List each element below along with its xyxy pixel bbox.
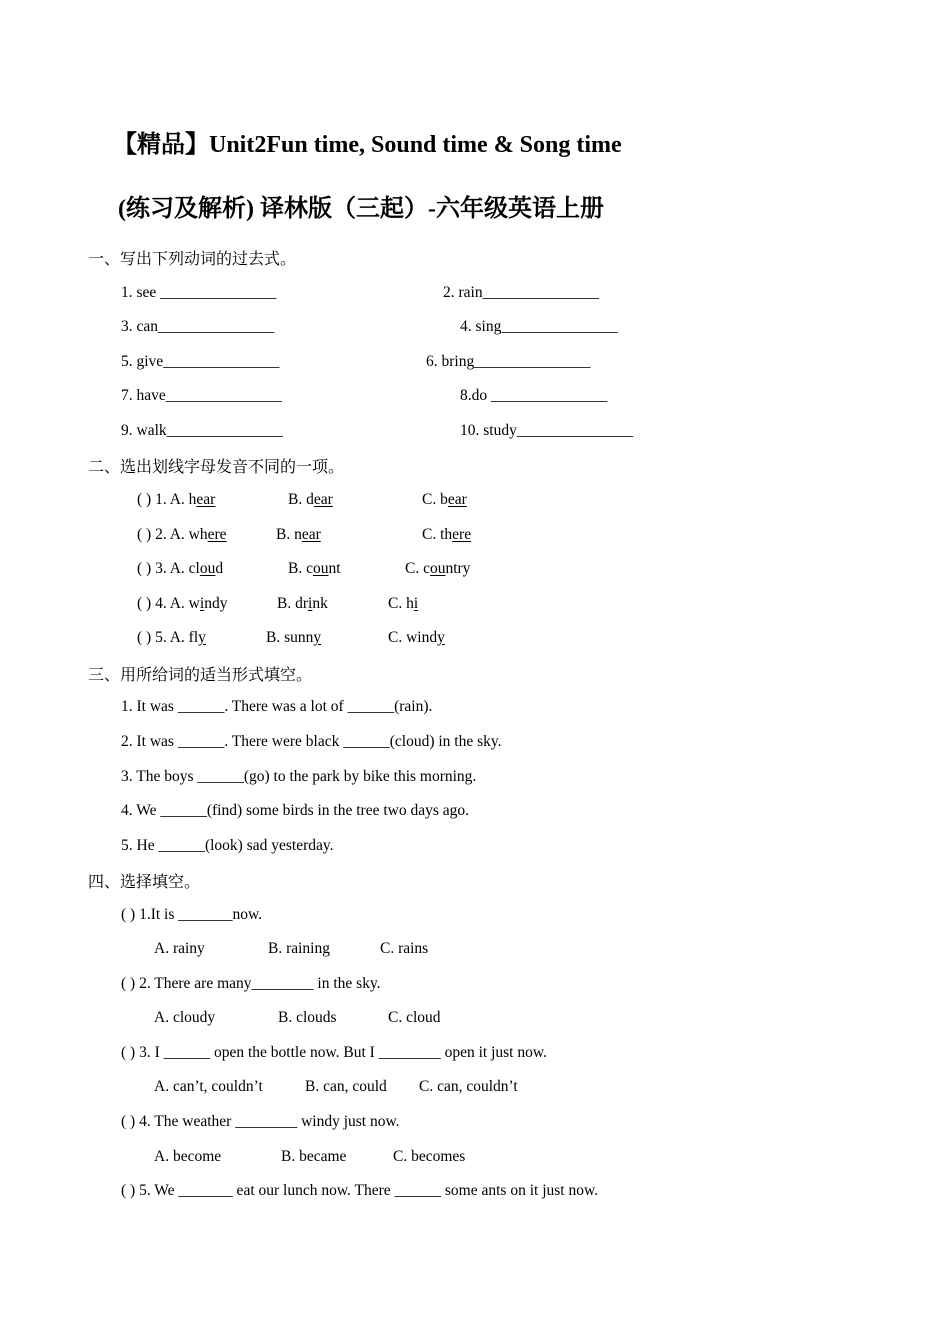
option-b xyxy=(288,490,333,510)
section-1-heading: 一、写出下列动词的过去式。 xyxy=(88,249,297,268)
underlined-letters: ere xyxy=(207,526,227,543)
question-prefix: ( ) 3. A. xyxy=(137,560,189,577)
choice-option-a: A. rainy xyxy=(154,940,205,957)
option-b xyxy=(288,559,341,579)
verb-item: 4. sing_______________ xyxy=(460,318,618,335)
choice-question-stem: ( ) 3. I ______ open the bottle now. But I ________ open it just now. xyxy=(121,1044,547,1061)
underlined-letters: ou xyxy=(429,560,446,577)
underlined-letters: y xyxy=(437,629,445,646)
choice-option-b: B. can, could xyxy=(305,1078,387,1095)
option-text: B. sunn xyxy=(266,629,314,646)
choice-option-b: B. became xyxy=(281,1148,347,1165)
choice-option-c: C. rains xyxy=(380,940,429,957)
underlined-letters: i xyxy=(199,595,205,612)
verb-item: 2. rain_______________ xyxy=(443,284,599,301)
section-2-heading: 二、选出划线字母发音不同的一项。 xyxy=(88,457,345,476)
verb-item: 10. study_______________ xyxy=(460,422,634,439)
option-c xyxy=(388,594,418,614)
underlined-letters: ou xyxy=(199,560,216,577)
option-text: w xyxy=(188,595,200,612)
choice-option-c: C. becomes xyxy=(393,1148,466,1165)
question-prefix: ( ) 2. A. xyxy=(137,526,189,543)
fill-blank-item: 1. It was ______. There was a lot of ______(rain). xyxy=(121,698,433,715)
option-text: ntry xyxy=(445,560,471,577)
option-text: B. dr xyxy=(277,595,308,612)
option-text: C. h xyxy=(388,595,414,612)
choice-option-b: B. raining xyxy=(268,940,330,957)
option-text: nt xyxy=(328,560,341,577)
option-text: h xyxy=(188,491,197,508)
underlined-letters: y xyxy=(198,629,206,646)
underlined-letters: i xyxy=(413,595,419,612)
option-c xyxy=(388,628,445,648)
choice-question-stem: ( ) 5. We _______ eat our lunch now. There ______ some ants on it just now. xyxy=(121,1182,599,1199)
question-prefix: ( ) 4. A. xyxy=(137,595,189,612)
option-text: C. b xyxy=(422,491,448,508)
option-text: B. n xyxy=(276,526,302,543)
option-text: B. c xyxy=(288,560,313,577)
document-title-line1: 【精品】Unit2Fun time, Sound time & Song time xyxy=(113,132,622,158)
underlined-letters: ear xyxy=(313,491,333,508)
option-text: C. c xyxy=(405,560,430,577)
option-text: C. th xyxy=(422,526,453,543)
choice-question-stem: ( ) 1.It is _______now. xyxy=(121,906,263,923)
underlined-letters: ear xyxy=(447,491,467,508)
verb-item: 5. give_______________ xyxy=(121,353,280,370)
document-title-line2: (练习及解析) 译林版（三起）-六年级英语上册 xyxy=(118,196,604,222)
question-prefix: ( ) 5. A. xyxy=(137,629,189,646)
choice-question-stem: ( ) 4. The weather ________ windy just now. xyxy=(121,1113,400,1130)
choice-option-c: C. can, couldn’t xyxy=(419,1078,518,1095)
phonics-question-5 xyxy=(137,628,206,648)
choice-option-a: A. cloudy xyxy=(154,1009,216,1026)
fill-blank-item: 4. We ______(find) some birds in the tree two days ago. xyxy=(121,802,470,819)
section-3-heading: 三、用所给词的适当形式填空。 xyxy=(88,665,313,684)
verb-item: 1. see _______________ xyxy=(121,284,277,301)
option-text: fl xyxy=(188,629,199,646)
underlined-letters: y xyxy=(313,629,322,646)
question-prefix: ( ) 1. A. xyxy=(137,491,189,508)
option-b xyxy=(277,594,328,614)
verb-item: 7. have_______________ xyxy=(121,387,283,404)
section-4-heading: 四、选择填空。 xyxy=(88,872,201,891)
verb-item: 6. bring_______________ xyxy=(426,353,591,370)
choice-option-a: A. become xyxy=(154,1148,222,1165)
choice-option-b: B. clouds xyxy=(278,1009,337,1026)
verb-item: 3. can_______________ xyxy=(121,318,275,335)
choice-option-a: A. can’t, couldn’t xyxy=(154,1078,263,1095)
option-b xyxy=(276,525,321,545)
phonics-question-3 xyxy=(137,559,223,579)
phonics-question-4 xyxy=(137,594,227,614)
option-c xyxy=(405,559,470,579)
phonics-question-1 xyxy=(137,490,215,510)
fill-blank-item: 2. It was ______. There were black ______(cloud) in the sky. xyxy=(121,733,502,750)
option-b xyxy=(266,628,321,648)
fill-blank-item: 5. He ______(look) sad yesterday. xyxy=(121,837,334,854)
option-c xyxy=(422,490,467,510)
underlined-letters: ear xyxy=(196,491,216,508)
underlined-letters: i xyxy=(308,595,313,612)
option-text: wh xyxy=(188,526,208,543)
option-text: B. d xyxy=(288,491,314,508)
underlined-letters: ou xyxy=(312,560,329,577)
option-text: cl xyxy=(188,560,200,577)
choice-option-c: C. cloud xyxy=(388,1009,441,1026)
verb-item: 8.do _______________ xyxy=(460,387,608,404)
underlined-letters: ere xyxy=(452,526,472,543)
underlined-letters: ear xyxy=(301,526,321,543)
phonics-question-2 xyxy=(137,525,227,545)
verb-item: 9. walk_______________ xyxy=(121,422,283,439)
option-c xyxy=(422,525,471,545)
option-text: ndy xyxy=(204,595,228,612)
option-text: nk xyxy=(312,595,328,612)
fill-blank-item: 3. The boys ______(go) to the park by bike this morning. xyxy=(121,768,477,785)
option-text: d xyxy=(215,560,224,577)
option-text: C. wind xyxy=(388,629,438,646)
choice-question-stem: ( ) 2. There are many________ in the sky. xyxy=(121,975,381,992)
